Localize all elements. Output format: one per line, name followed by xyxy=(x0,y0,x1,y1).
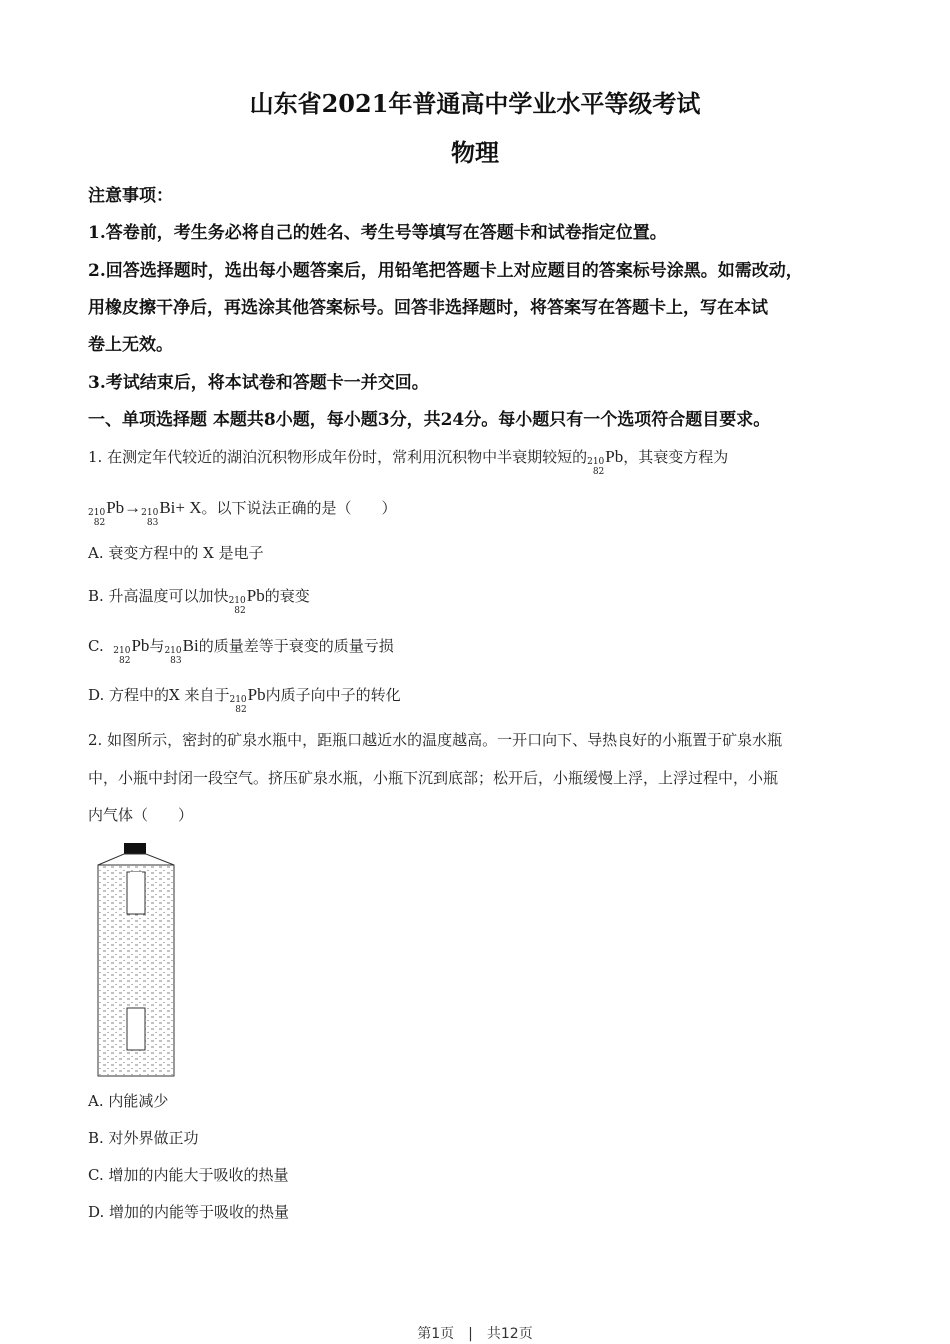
q2-option-c: C. 增加的内能大于吸收的热量 xyxy=(88,1166,289,1184)
nuclide-pb: 210 82 Pb xyxy=(228,586,265,616)
section-heading: 一、单项选择题 本题共8小题，每小题3分，共24分。每小题只有一个选项符合题目要求。 xyxy=(88,410,771,430)
q2-option-d: D. 增加的内能等于吸收的热量 xyxy=(88,1203,290,1221)
notice-item-2-line-1: 2.回答选择题时，选出每小题答案后，用铅笔把答题卡上对应题目的答案标号涂黑。如需改动， xyxy=(88,261,803,281)
q1-option-b: B. 升高温度可以加快 210 82 Pb的衰变 xyxy=(88,586,310,616)
q2-stem-line-2: 中，小瓶中封闭一段空气。挤压矿泉水瓶，小瓶下沉到底部；松开后，小瓶缓慢上浮，上浮过程中，小瓶 xyxy=(88,769,779,787)
bottle-neck xyxy=(98,854,174,865)
q1-equation-tail: 。以下说法正确的是（ ） xyxy=(201,499,397,517)
nuclide-pb: 210 82 Pb xyxy=(587,447,624,477)
small-vial-bottom xyxy=(127,1008,145,1050)
q2-option-a: A. 内能减少 xyxy=(88,1092,169,1110)
notice-item-2-line-2: 用橡皮擦干净后，再选涂其他答案标号。回答非选择题时，将答案写在答题卡上，写在本试 xyxy=(88,298,768,318)
nuclide-pb: 210 82 Pb xyxy=(229,685,266,715)
small-vial-top xyxy=(127,872,145,914)
q1-option-d: D. 方程中的X 来自于 210 82 Pb内质子向中子的转化 xyxy=(88,685,401,715)
q1-equation-line xyxy=(88,497,397,528)
q1-stem-line-1 xyxy=(88,446,728,477)
q1-stem-part-1: 1. 在测定年代较近的湖泊沉积物形成年份时，常利用沉积物中半衰期较短的 xyxy=(88,448,588,466)
arrow-symbol: → xyxy=(124,498,142,517)
bottle-cap xyxy=(124,843,146,854)
page-footer: 第1页 | 共12页 xyxy=(417,1326,533,1342)
q2-stem-line-3: 内气体（ ） xyxy=(88,806,194,824)
nuclide-pb: 210 82 Pb xyxy=(113,636,150,666)
nuclide-bi: 210 83 Bi xyxy=(164,636,199,666)
subject-title: 物理 xyxy=(451,138,499,167)
plus-x: + X xyxy=(175,498,202,517)
exam-title: 山东省2021年普通高中学业水平等级考试 xyxy=(249,89,701,118)
notice-item-3: 3.考试结束后，将本试卷和答题卡一并交回。 xyxy=(88,373,429,393)
q1-option-a: A. 衰变方程中的 X 是电子 xyxy=(88,544,264,562)
nuclide-bi: 210 83 Bi xyxy=(141,498,176,528)
q2-stem-line-1: 2. 如图所示，密封的矿泉水瓶中，距瓶口越近水的温度越高。一开口向下、导热良好的小瓶置于矿泉水瓶 xyxy=(88,731,783,749)
notice-heading: 注意事项： xyxy=(88,186,173,206)
nuclide-pb: 210 82 Pb xyxy=(88,498,125,528)
notice-item-2-line-3: 卷上无效。 xyxy=(88,335,173,355)
q1-stem-part-2: ，其衰变方程为 xyxy=(623,448,729,466)
notice-item-1: 1.答卷前，考生务必将自己的姓名、考生号等填写在答题卡和试卷指定位置。 xyxy=(88,223,667,243)
bottle-figure xyxy=(94,840,180,1080)
q1-option-c: C. 210 82 Pb与 210 83 Bi的质量差等于衰变的质量亏损 xyxy=(88,636,394,666)
q2-option-b: B. 对外界做正功 xyxy=(88,1129,199,1147)
